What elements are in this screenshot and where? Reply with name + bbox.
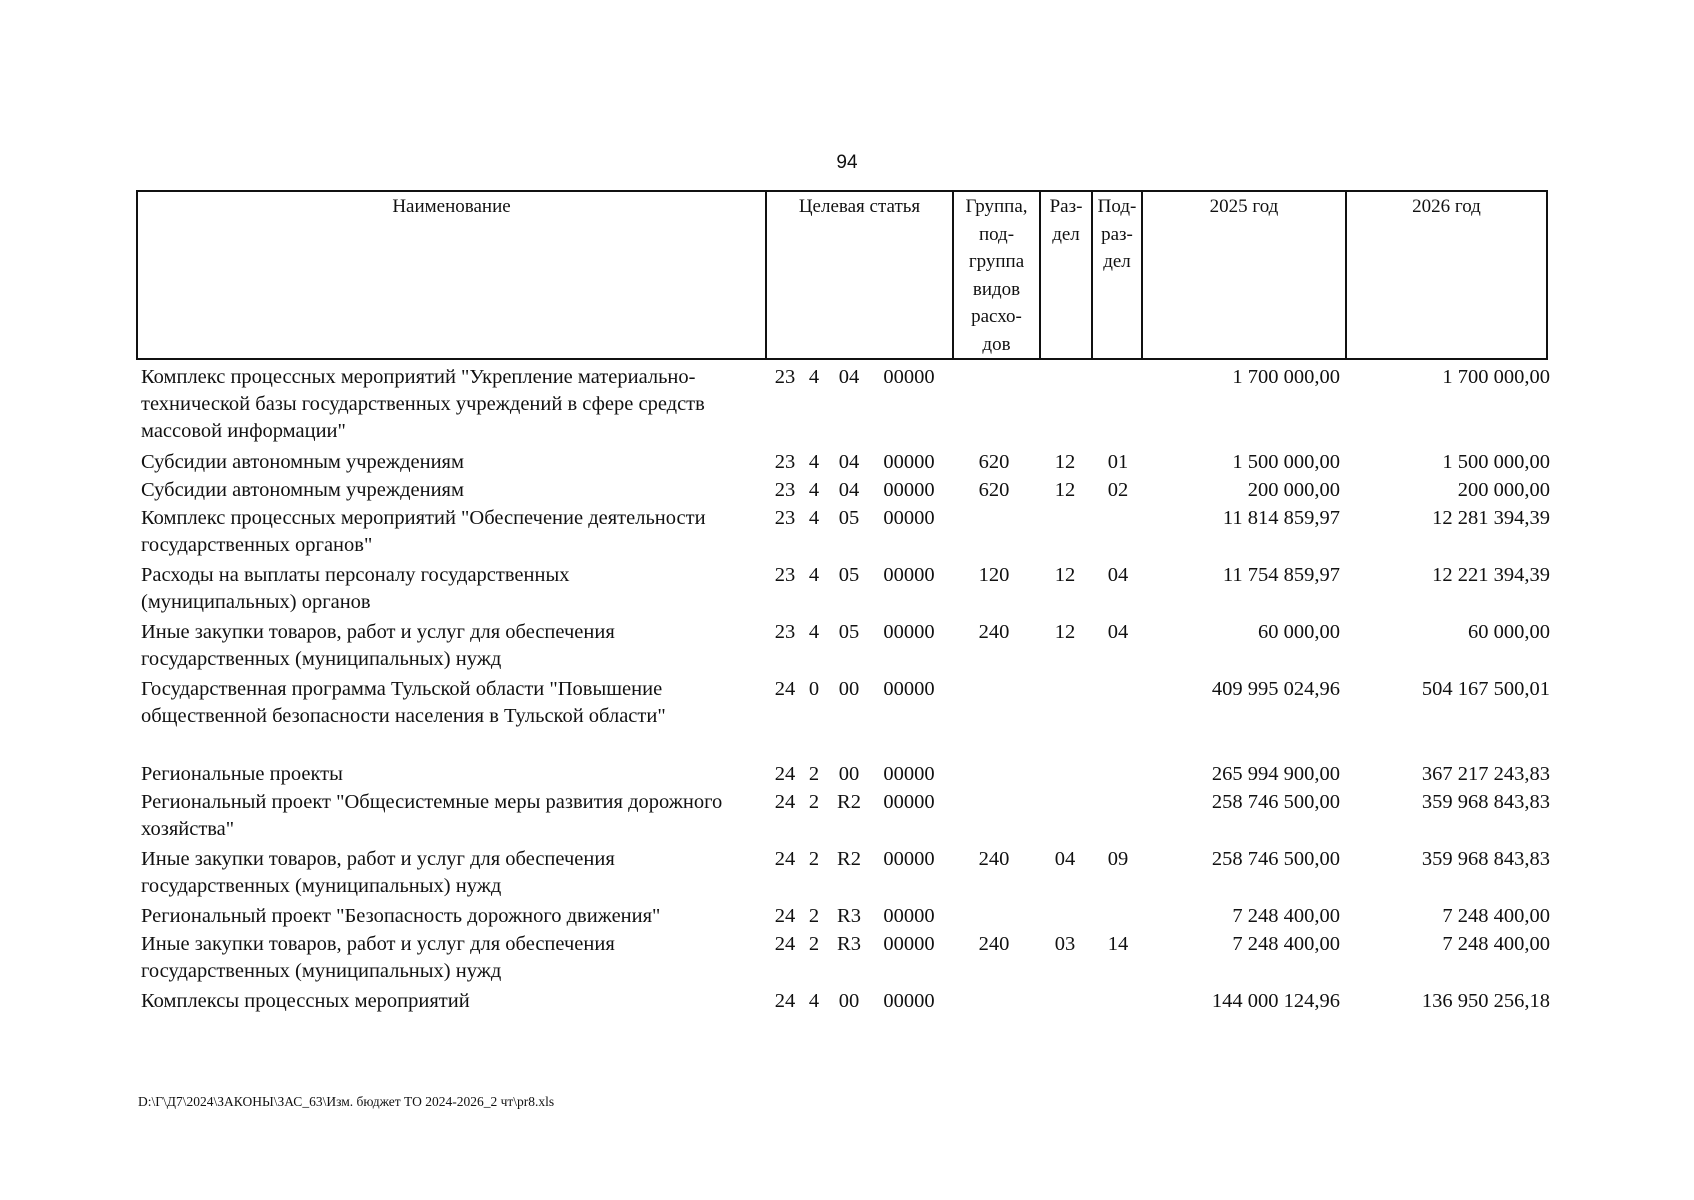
- amount-2026: 1 500 000,00: [1442, 451, 1550, 473]
- amount-2025: 60 000,00: [1258, 621, 1340, 643]
- expense-group-code: 120: [978, 564, 1010, 586]
- target-code-subprogram: 0: [808, 678, 820, 700]
- target-code-direction: 00000: [883, 678, 935, 700]
- row-name-line: Иные закупки товаров, работ и услуг для обеспечения: [141, 621, 615, 643]
- expense-group-code: 240: [978, 621, 1010, 643]
- section-code: 04: [1054, 848, 1076, 870]
- target-code-program: 23: [774, 366, 796, 388]
- target-code-item: 00: [838, 678, 860, 700]
- amount-2026: 7 248 400,00: [1442, 905, 1550, 927]
- amount-2026: 359 968 843,83: [1421, 848, 1550, 870]
- target-code-item: 00: [838, 763, 860, 785]
- target-code-subprogram: 2: [808, 763, 820, 785]
- row-name: [141, 477, 753, 504]
- subsection-code: 04: [1107, 564, 1129, 586]
- header-group-line: Группа,: [965, 196, 1028, 217]
- amount-2026: 200 000,00: [1457, 479, 1550, 501]
- target-code-program: 24: [774, 678, 796, 700]
- amount-2026: 136 950 256,18: [1421, 990, 1550, 1012]
- header-target-text: Целевая статья: [798, 196, 921, 217]
- amount-2026: 504 167 500,01: [1421, 678, 1550, 700]
- row-name: [141, 789, 753, 843]
- target-code-direction: 00000: [883, 366, 935, 388]
- header-group-line: группа: [968, 251, 1025, 272]
- target-code-program: 24: [774, 848, 796, 870]
- header-group-line: видов: [972, 278, 1021, 300]
- target-code-subprogram: 4: [808, 479, 820, 501]
- target-code-subprogram: 4: [808, 990, 820, 1012]
- target-code-item: 04: [838, 479, 860, 501]
- target-code-subprogram: 4: [808, 507, 820, 529]
- row-name: [141, 562, 753, 616]
- target-code-subprogram: 4: [808, 564, 820, 586]
- target-code-program: 24: [774, 791, 796, 813]
- target-code-direction: 00000: [883, 479, 935, 501]
- target-code-item: R3: [837, 933, 861, 955]
- target-code-direction: 00000: [883, 905, 935, 927]
- amount-2026: 359 968 843,83: [1421, 791, 1550, 813]
- target-code-subprogram: 2: [808, 791, 820, 813]
- row-name-line: Комплекс процессных мероприятий "Обеспечение деятельности: [141, 507, 706, 529]
- section-code: 12: [1054, 479, 1076, 501]
- header-target-article: [765, 192, 952, 358]
- header-name: [138, 192, 765, 358]
- target-code-item: R2: [837, 848, 861, 870]
- amount-2025: 11 814 859,97: [1222, 507, 1340, 529]
- target-code-program: 24: [774, 933, 796, 955]
- row-name-line: массовой информации": [141, 420, 346, 442]
- header-section-line: дел: [1052, 223, 1080, 245]
- section-code: 12: [1054, 564, 1076, 586]
- header-subsection-line: Под-: [1097, 196, 1137, 217]
- row-name-line: Комплексы процессных мероприятий: [141, 990, 470, 1012]
- row-name-line: государственных (муниципальных) нужд: [141, 648, 502, 670]
- row-name-line: Комплекс процессных мероприятий "Укрепление материально-: [141, 366, 696, 388]
- row-name-line: технической базы государственных учреждений в сфере средств: [141, 393, 705, 415]
- target-code-item: R2: [837, 791, 861, 813]
- target-code-item: 04: [838, 366, 860, 388]
- header-subsection: [1091, 192, 1141, 358]
- row-name-line: (муниципальных) органов: [141, 591, 371, 613]
- target-code-direction: 00000: [883, 621, 935, 643]
- row-name: [141, 761, 753, 788]
- amount-2026: 367 217 243,83: [1421, 763, 1550, 785]
- row-name-line: Иные закупки товаров, работ и услуг для обеспечения: [141, 933, 615, 955]
- page-number: 94: [836, 152, 858, 173]
- target-code-direction: 00000: [883, 451, 935, 473]
- amount-2025: 11 754 859,97: [1222, 564, 1340, 586]
- header-subsection-line: раз-: [1101, 223, 1133, 245]
- row-name-line: государственных (муниципальных) нужд: [141, 960, 502, 982]
- amount-2025: 1 500 000,00: [1232, 451, 1340, 473]
- table-header: [136, 190, 1548, 360]
- header-group-line: расхо-: [971, 306, 1022, 327]
- row-name-line: общественной безопасности населения в Тульской области": [141, 705, 666, 727]
- target-code-program: 24: [774, 905, 796, 927]
- header-group-line: под-: [978, 223, 1015, 245]
- row-name: [141, 931, 753, 985]
- target-code-direction: 00000: [883, 564, 935, 586]
- row-name-line: Региональные проекты: [141, 763, 343, 785]
- subsection-code: 02: [1107, 479, 1129, 501]
- target-code-item: 05: [838, 507, 860, 529]
- amount-2025: 7 248 400,00: [1232, 933, 1340, 955]
- header-year-2025-text: 2025 год: [1209, 196, 1279, 217]
- header-year-2025: [1141, 192, 1345, 358]
- target-code-program: 23: [774, 507, 796, 529]
- target-code-item: 04: [838, 451, 860, 473]
- target-code-item: 00: [838, 990, 860, 1012]
- header-subsection-line: дел: [1103, 251, 1131, 272]
- target-code-direction: 00000: [883, 507, 935, 529]
- expense-group-code: 620: [978, 479, 1010, 501]
- target-code-program: 24: [774, 763, 796, 785]
- section-code: 12: [1054, 621, 1076, 643]
- amount-2026: 1 700 000,00: [1442, 366, 1550, 388]
- row-name-line: государственных (муниципальных) нужд: [141, 875, 502, 897]
- target-code-subprogram: 4: [808, 621, 820, 643]
- row-name: [141, 449, 753, 476]
- header-section: [1039, 192, 1091, 358]
- footer-file-path: D:\Г\Д7\2024\ЗАКОНЫ\ЗАС_63\Изм. бюджет ТО 2024-2026_2 чт\pr8.xls: [138, 1094, 555, 1109]
- row-name: [141, 988, 753, 1015]
- expense-group-code: 620: [978, 451, 1010, 473]
- target-code-direction: 00000: [883, 990, 935, 1012]
- row-name: [141, 676, 753, 730]
- amount-2025: 409 995 024,96: [1211, 678, 1340, 700]
- row-name-line: Расходы на выплаты персоналу государственных: [141, 564, 570, 586]
- amount-2025: 7 248 400,00: [1232, 905, 1340, 927]
- amount-2025: 144 000 124,96: [1211, 990, 1340, 1012]
- target-code-program: 23: [774, 564, 796, 586]
- target-code-direction: 00000: [883, 791, 935, 813]
- row-name: [141, 903, 753, 930]
- target-code-item: 05: [838, 621, 860, 643]
- subsection-code: 04: [1107, 621, 1129, 643]
- row-name: [141, 619, 753, 673]
- target-code-item: R3: [837, 905, 861, 927]
- amount-2026: 12 281 394,39: [1432, 507, 1550, 529]
- amount-2025: 1 700 000,00: [1232, 366, 1340, 388]
- subsection-code: 14: [1107, 933, 1129, 955]
- amount-2025: 258 746 500,00: [1211, 848, 1340, 870]
- section-code: 12: [1054, 451, 1076, 473]
- expense-group-code: 240: [978, 933, 1010, 955]
- row-name-line: государственных органов": [141, 534, 373, 556]
- target-code-program: 24: [774, 990, 796, 1012]
- target-code-subprogram: 4: [808, 366, 820, 388]
- amount-2026: 7 248 400,00: [1442, 933, 1550, 955]
- section-code: 03: [1054, 933, 1076, 955]
- target-code-program: 23: [774, 621, 796, 643]
- header-year-2026-text: 2026 год: [1412, 196, 1481, 217]
- subsection-code: 09: [1107, 848, 1129, 870]
- row-name-line: Региональный проект "Безопасность дорожного движения": [141, 905, 661, 927]
- target-code-subprogram: 2: [808, 905, 820, 927]
- amount-2026: 60 000,00: [1468, 621, 1550, 643]
- expense-group-code: 240: [978, 848, 1010, 870]
- header-year-2026: [1345, 192, 1546, 358]
- amount-2025: 258 746 500,00: [1211, 791, 1340, 813]
- target-code-program: 23: [774, 451, 796, 473]
- target-code-subprogram: 4: [808, 451, 820, 473]
- target-code-subprogram: 2: [808, 933, 820, 955]
- row-name-line: Субсидии автономным учреждениям: [141, 451, 464, 473]
- row-name-line: Иные закупки товаров, работ и услуг для обеспечения: [141, 848, 615, 870]
- row-name-line: Государственная программа Тульской области "Повышение: [141, 678, 663, 700]
- row-name-line: хозяйства": [141, 818, 235, 840]
- row-name: [141, 364, 753, 445]
- row-name: [141, 505, 753, 559]
- target-code-direction: 00000: [883, 763, 935, 785]
- target-code-program: 23: [774, 479, 796, 501]
- header-expense-group: [952, 192, 1039, 358]
- header-section-line: Раз-: [1049, 196, 1083, 217]
- amount-2026: 12 221 394,39: [1432, 564, 1550, 586]
- header-group-line: дов: [982, 333, 1011, 355]
- row-name: [141, 846, 753, 900]
- subsection-code: 01: [1107, 451, 1129, 473]
- row-name-line: Региональный проект "Общесистемные меры развития дорожного: [141, 791, 723, 813]
- row-name-line: Субсидии автономным учреждениям: [141, 479, 464, 501]
- target-code-direction: 00000: [883, 933, 935, 955]
- header-name-text: Наименование: [392, 196, 511, 217]
- amount-2025: 200 000,00: [1247, 479, 1340, 501]
- target-code-subprogram: 2: [808, 848, 820, 870]
- target-code-direction: 00000: [883, 848, 935, 870]
- target-code-item: 05: [838, 564, 860, 586]
- amount-2025: 265 994 900,00: [1211, 763, 1340, 785]
